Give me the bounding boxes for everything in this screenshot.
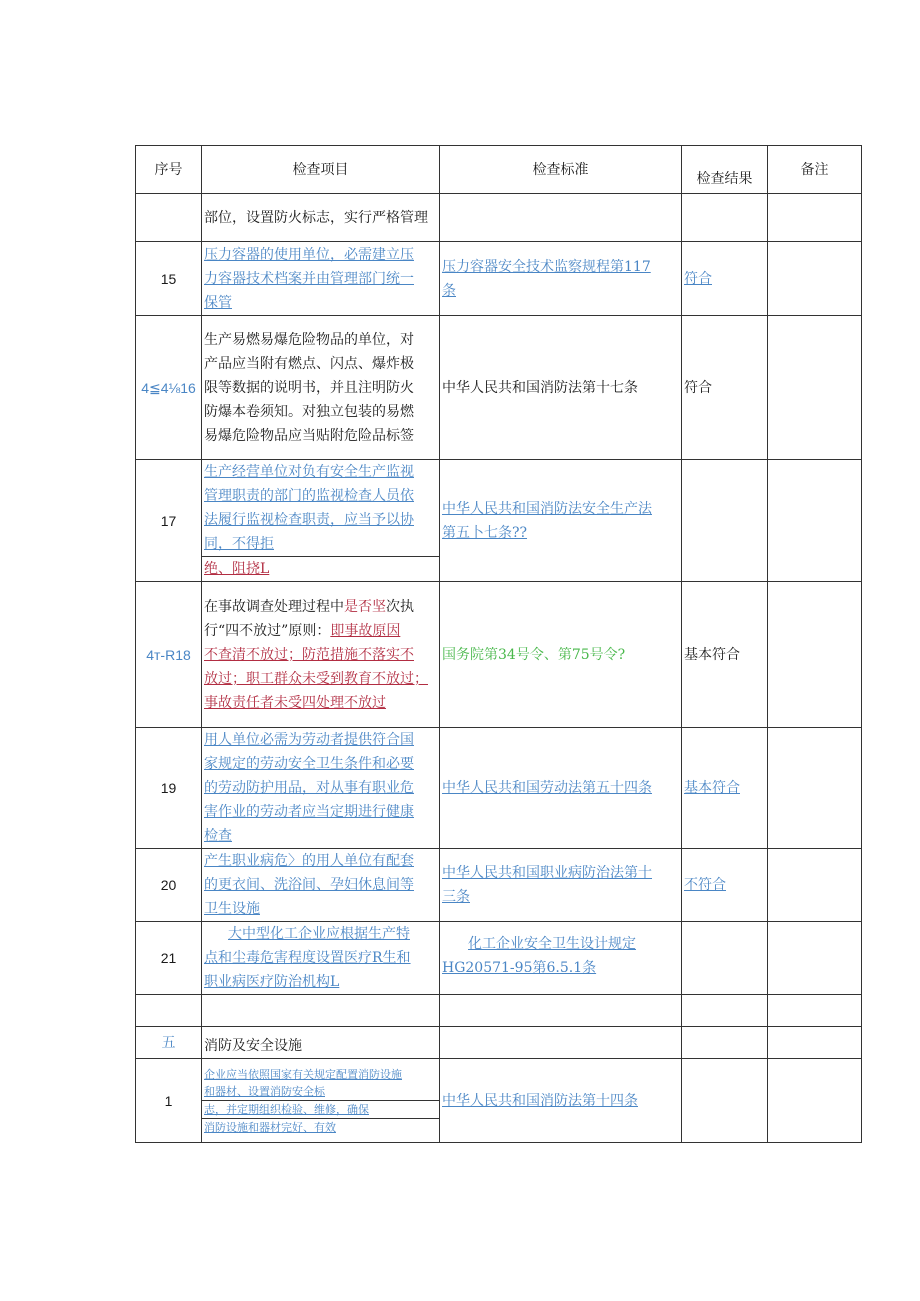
row-no: 4≦4⅛16: [136, 316, 202, 460]
row-remark: [768, 242, 862, 316]
row-standard: 中华人民共和国消防法第十七条: [440, 316, 682, 460]
row-no: 4т-R18: [136, 582, 202, 728]
row-standard: [440, 995, 682, 1027]
row-result: [682, 1059, 768, 1143]
row-standard: 中华人民共和国消防法第十四条: [440, 1059, 682, 1143]
row-result: 不符合: [682, 849, 768, 922]
row-item: 大中型化工企业应根据生产特 点和尘毒危害程度设置医疗R生和 职业病医疗防治机构L: [202, 922, 440, 995]
table-row: [136, 922, 862, 995]
header-result: 检查结果: [682, 146, 768, 194]
row-remark: [768, 1027, 862, 1059]
row-remark: [768, 460, 862, 582]
section-no: 五: [136, 1027, 202, 1059]
row-remark: [768, 995, 862, 1027]
row-no: 19: [136, 728, 202, 849]
row-result: [682, 1027, 768, 1059]
row-remark: [768, 728, 862, 849]
row-item: 产生职业病危〉的用人单位有配套 的更衣间、洗浴间、孕妇休息间等 卫生设施: [202, 849, 440, 922]
row-standard: [440, 194, 682, 242]
table-row: [136, 460, 862, 582]
table-row: [136, 194, 862, 242]
section-title: 消防及安全设施: [202, 1027, 440, 1059]
table-row: [136, 1059, 862, 1143]
row-item: 压力容器的使用单位，必需建立压 力容器技术档案并由管理部门统一 保管: [202, 242, 440, 316]
table-row: [136, 242, 862, 316]
row-standard: 中华人民共和国职业病防治法第十 三条: [440, 849, 682, 922]
header-item: 检查项目: [202, 146, 440, 194]
table-row: [136, 316, 862, 460]
row-remark: [768, 316, 862, 460]
table-row: [136, 995, 862, 1027]
row-standard: 化工企业安全卫生设计规定 HG20571-95第6.5.1条: [440, 922, 682, 995]
row-result: [682, 460, 768, 582]
row-standard: 中华人民共和国劳动法第五十四条: [440, 728, 682, 849]
row-no: 15: [136, 242, 202, 316]
row-remark: [768, 922, 862, 995]
header-row: [136, 146, 862, 194]
header-no: 序号: [136, 146, 202, 194]
section-row: [136, 1027, 862, 1059]
row-item: [202, 995, 440, 1027]
row-result: 基本符合: [682, 582, 768, 728]
row-result: [682, 995, 768, 1027]
inspection-table: [135, 145, 862, 1143]
row-item: 生产经营单位对负有安全生产监视 管理职责的部门的监视检查人员依 法履行监视检查职责，应当予以协 同，不得拒 绝、阻挠L: [202, 460, 440, 582]
header-standard: 检查标准: [440, 146, 682, 194]
row-item: 用人单位必需为劳动者提供符合国 家规定的劳动安全卫生条件和必要 的劳动防护用品，对从事有职业危 害作业的劳动者应当定期进行健康 检查: [202, 728, 440, 849]
row-standard: [440, 1027, 682, 1059]
row-result: [682, 194, 768, 242]
row-standard: 国务院第34号令、第75号令?: [440, 582, 682, 728]
table-row: [136, 728, 862, 849]
row-item: 在事故调查处理过程中是否坚次执 行“四不放过”原则：即事故原因 不查清不放过；防范措施不落实不 放过；职工群众未受到教育不放过； 事故责任者未受四处理不放过: [202, 582, 440, 728]
row-no: [136, 995, 202, 1027]
row-no: [136, 194, 202, 242]
row-standard: 中华人民共和国消防法安全生产法 第五卜七条??: [440, 460, 682, 582]
row-no: 21: [136, 922, 202, 995]
row-remark: [768, 849, 862, 922]
row-standard: 压力容器安全技术监察规程第117 条: [440, 242, 682, 316]
row-result: 符合: [682, 242, 768, 316]
row-no: 1: [136, 1059, 202, 1143]
row-no: 17: [136, 460, 202, 582]
row-no: 20: [136, 849, 202, 922]
row-result: [682, 922, 768, 995]
row-remark: [768, 194, 862, 242]
row-item: 企业应当依照国家有关规定配置消防设施 和器材、设置消防安全标 志，并定期组织检验、维修，确保 消防设施和器材完好、有效: [202, 1059, 440, 1143]
row-item: 生产易燃易爆危险物品的单位，对 产品应当附有燃点、闪点、爆炸极 限等数据的说明书，并且注明防火 防爆本卷须知。对独立包装的易燃 易爆危险物品应当贴附危险品标签: [202, 316, 440, 460]
table-row: [136, 582, 862, 728]
row-remark: [768, 1059, 862, 1143]
header-remark: 备注: [768, 146, 862, 194]
row-result: 符合: [682, 316, 768, 460]
row-remark: [768, 582, 862, 728]
row-item: 部位，设置防火标志，实行严格管理: [202, 194, 440, 242]
table-row: [136, 849, 862, 922]
row-result: 基本符合: [682, 728, 768, 849]
row-item-tail: 绝、阻挠L: [202, 556, 439, 581]
